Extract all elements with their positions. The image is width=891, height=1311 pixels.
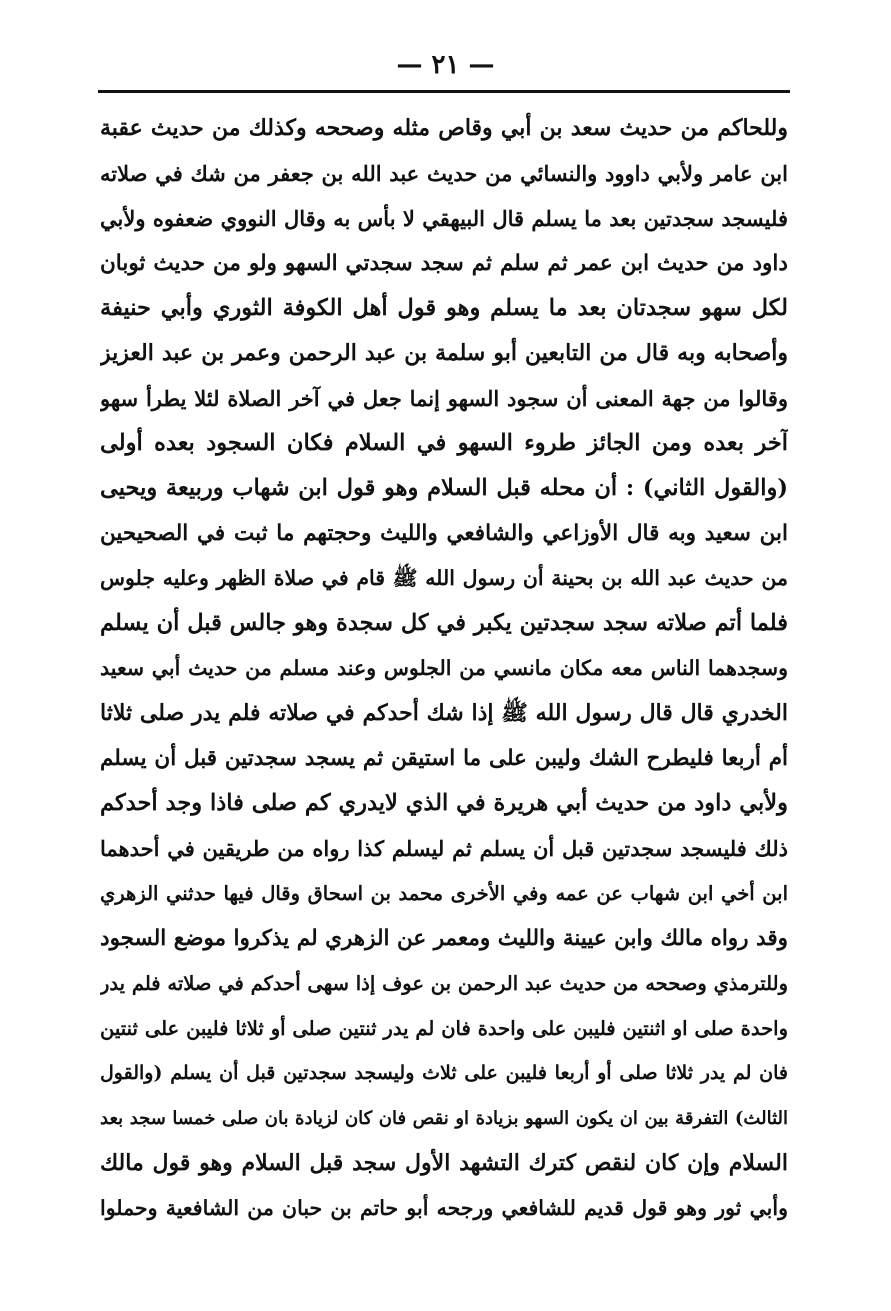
text-line: السلام وإن كان لنقص كترك التشهد الأول سجد قبل السلام وهو قول مالك: [100, 1150, 788, 1176]
text-line: (والقول الثاني) : أن محله قبل السلام وهو قول ابن شهاب وربيعة ويحيى: [100, 475, 788, 501]
text-line: وللترمذي وصححه من حديث عبد الرحمن بن عوف إذا سهى أحدكم في صلاته فلم يدر: [100, 972, 788, 995]
text-line: آخر بعده ومن الجائز طروء السهو في السلام فكان السجود بعده أولى: [100, 430, 788, 456]
text-line: فليسجد سجدتين بعد ما يسلم قال البيهقي لا بأس به وقال النووي ضعفوه ولأبي: [100, 206, 788, 231]
text-line: وللحاكم من حديث سعد بن أبي وقاص مثله وصححه وكذلك من حديث عقبة: [100, 115, 788, 141]
header-rule: [98, 90, 790, 93]
text-line: لكل سهو سجدتان بعد ما يسلم وهو قول أهل الكوفة الثوري وأبي حنيفة: [100, 295, 788, 321]
text-line: داود من حديث ابن عمر ثم سلم ثم سجد سجدتي السهو ولو من حديث ثوبان: [100, 251, 788, 276]
text-line: ولأبي داود من حديث أبي هريرة في الذي لايدري كم صلى فاذا وجد أحدكم: [100, 790, 788, 816]
text-line: ذلك فليسجد سجدتين قبل أن يسلم ثم ليسلم كذا رواه من طريقين في أحدهما: [100, 836, 788, 861]
text-line: وأبي ثور وهو قول قديم للشافعي ورجحه أبو حاتم بن حبان من الشافعية وحملوا: [100, 1196, 788, 1220]
text-line: ابن أخي ابن شهاب عن عمه وفي الأخرى محمد بن اسحاق وقال فيها حدثني الزهري: [100, 882, 788, 905]
text-line: وسجدهما الناس معه مكان مانسي من الجلوس وعند مسلم من حديث أبي سعيد: [100, 656, 788, 680]
text-line: وقد رواه مالك وابن عيينة والليث ومعمر عن الزهري لم يذكروا موضع السجود: [100, 926, 788, 951]
text-line: من حديث عبد الله بن بحينة أن رسول الله ﷺ قام في صلاة الظهر وعليه جلوس: [100, 566, 788, 590]
text-line: أم أربعا فليطرح الشك وليبن على ما استيقن ثم يسجد سجدتين قبل أن يسلم: [100, 746, 788, 771]
text-line: واحدة صلى او اثنتين فليبن على واحدة فان لم يدر ثنتين صلى أو ثلاثا فليبن على ثنتين: [100, 1017, 788, 1040]
text-line: فان لم يدر ثلاثا صلى أو أربعا فليبن على ثلاث وليسجد سجدتين قبل أن يسلم (والقول: [100, 1062, 788, 1084]
text-line: وقالوا من جهة المعنى أن سجود السهو إنما جعل في آخر الصلاة لئلا يطرأ سهو: [100, 386, 788, 411]
body-text: [100, 106, 788, 1231]
text-line: الخدري قال قال رسول الله ﷺ إذا شك أحدكم في صلاته فلم يدر صلى ثلاثا: [100, 700, 788, 726]
text-line: وأصحابه وبه قال من التابعين أبو سلمة بن عبد الرحمن وعمر بن عبد العزيز: [100, 340, 788, 366]
text-line: ابن عامر ولأبي داوود والنسائي من حديث عبد الله بن جعفر من شك في صلاته: [100, 161, 788, 186]
text-line: فلما أتم صلاته سجد سجدتين يكبر في كل سجدة وهو جالس قبل أن يسلم: [100, 610, 788, 636]
page-number: — ٢١ —: [396, 50, 495, 80]
text-line: الثالث) التفرقة بين ان يكون السهو بزيادة او نقص فان كان لزيادة بان صلى خمسا سجد بعد: [100, 1108, 788, 1129]
text-line: ابن سعيد وبه قال الأوزاعي والشافعي والليث وحجتهم ما ثبت في الصحيحين: [100, 521, 788, 546]
